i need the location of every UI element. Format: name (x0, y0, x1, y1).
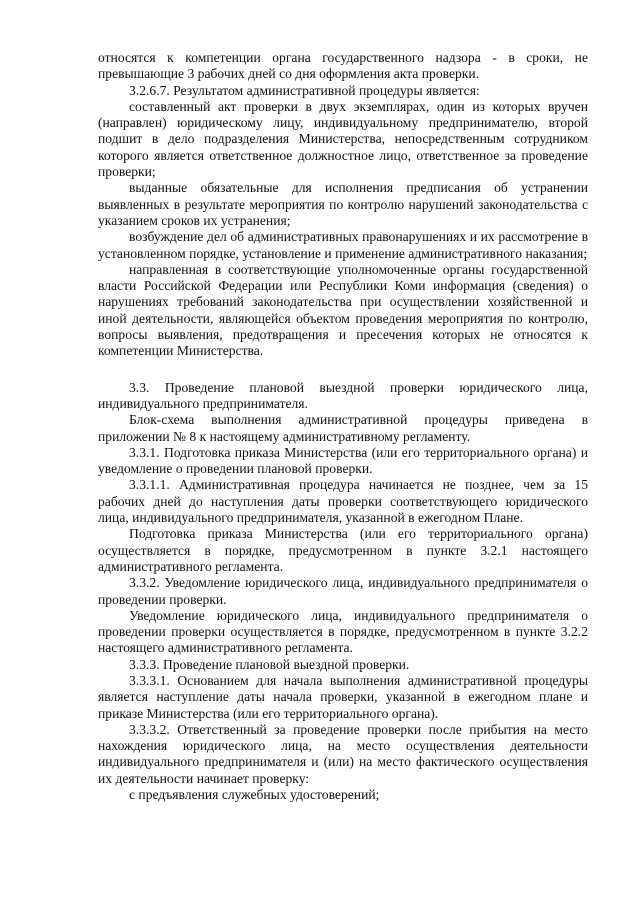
paragraph-3-2-6-7: 3.2.6.7. Результатом административной процедуры является: (129, 82, 480, 98)
paragraph-flowchart-reference: Блок-схема выполнения административной процедуры приведена в приложении № 8 к настоящему административному регламенту. (98, 412, 588, 444)
section-spacer (98, 360, 588, 380)
paragraph-credentials: с предъявления служебных удостоверений; (129, 787, 380, 803)
paragraph-order-preparation: Подготовка приказа Министерства (или его территориального органа) осуществляется в порядке, предусмотренном в пункте 3.2.1 настоящего административного регламента. (98, 526, 588, 574)
paragraph-3-3-3-2: 3.3.3.2. Ответственный за проведение проверки после прибытия на место нахождения юридического лица, на место осуществления деятельности индивидуального предпринимателя и (или) на место фактического осуществления их деятельности начинает проверку: (98, 721, 588, 786)
document-page (98, 50, 588, 803)
paragraph-administrative-cases: возбуждение дел об административных правонарушениях и их рассмотрение в установленном порядке, установление и применение административного наказания; (98, 229, 588, 261)
paragraph-3-3-1-1: 3.3.1.1. Административная процедура начинается не позднее, чем за 15 рабочих дней до наступления даты проверки соответствующего юридического лица, индивидуального предпринимателя, указанной в ежегодном Плане. (98, 477, 588, 526)
paragraph-3-3-1: 3.3.1. Подготовка приказа Министерства (или его территориального органа) и уведомление о проведении плановой проверки. (98, 444, 588, 477)
section-heading-3-3: 3.3. Проведение плановой выездной проверки юридического лица, индивидуального предпринимателя. (98, 379, 588, 411)
paragraph-3-3-2: 3.3.2. Уведомление юридического лица, индивидуального предпринимателя о проведении проверки. (98, 575, 588, 607)
paragraph-inspection-act: составленный акт проверки в двух экземплярах, один из которых вручен (направлен) юридическому лицу, индивидуальному предпринимателю, второй подшит в дело подразделения Министерства, непосредственным сотрудником которого является ответственное должностное лицо, ответственное за проведение проверки; (98, 98, 588, 180)
paragraph-issued-orders: выданные обязательные для исполнения предписания об устранении выявленных в результате мероприятия по контролю нарушений законодательства с указанием сроков их устранения; (98, 180, 588, 228)
paragraph-notification: Уведомление юридического лица, индивидуального предпринимателя о проведении проверки осуществляется в порядке, предусмотренном в пункте 3.2.2 настоящего административного регламента. (98, 607, 588, 656)
paragraph-information-sent: направленная в соответствующие уполномоченные органы государственной власти Российской Федерации или Республики Коми информация (сведения) о нарушениях требований законодательства при осуществлении хозяйственной и иной деятельности, являющейся объектом проведения мероприятия по контролю, вопросы выявления, предотвращения и пресечения которых не относятся к компетенции Министерства. (98, 261, 588, 359)
paragraph-3-3-3: 3.3.3. Проведение плановой выездной проверки. (129, 656, 410, 672)
paragraph-3-3-3-1: 3.3.3.1. Основанием для начала выполнения административной процедуры является наступление даты начала проверки, указанной в ежегодном плане и приказе Министерства (или его территориального органа). (98, 672, 588, 721)
paragraph-continuation: относятся к компетенции органа государственного надзора - в сроки, не превышающие 3 рабочих дней со дня оформления акта проверки. (98, 50, 588, 82)
